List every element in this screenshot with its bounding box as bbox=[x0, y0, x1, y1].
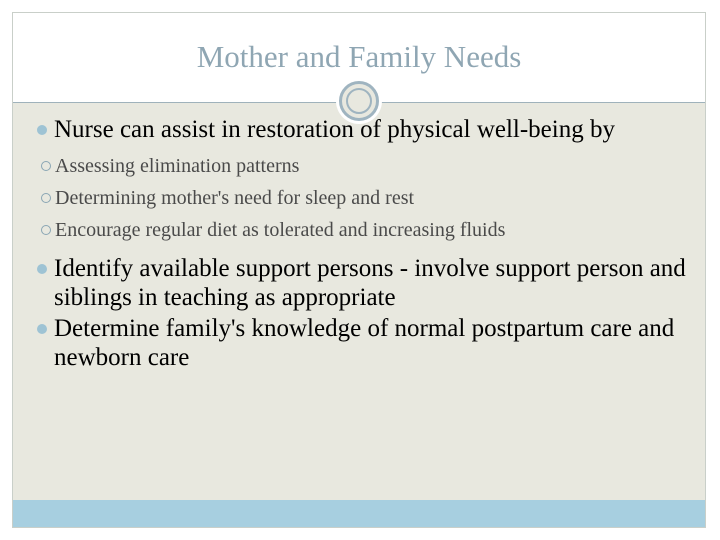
bullet-text: Identify available support persons - involve support person and siblings in teaching as appropriate bbox=[54, 255, 686, 311]
bullet-dot-icon bbox=[37, 264, 47, 274]
list-item bbox=[35, 314, 695, 372]
bullet-dot-icon bbox=[37, 324, 47, 334]
slide-title: Mother and Family Needs bbox=[196, 39, 522, 74]
list-item bbox=[35, 254, 695, 312]
bullet-ring-icon bbox=[41, 225, 51, 235]
bullet-list bbox=[35, 115, 695, 374]
footer-bar bbox=[13, 500, 705, 527]
sub-bullet-text: Encourage regular diet as tolerated and increasing fluids bbox=[55, 219, 506, 241]
bullet-ring-icon bbox=[41, 193, 51, 203]
sub-list-item bbox=[35, 150, 635, 182]
sub-list-item bbox=[35, 214, 635, 246]
bullet-text: Nurse can assist in restoration of physical well-being by bbox=[54, 116, 615, 143]
sub-bullet-text: Assessing elimination patterns bbox=[55, 155, 300, 177]
slide bbox=[12, 12, 706, 528]
bullet-text: Determine family's knowledge of normal postpartum care and newborn care bbox=[54, 315, 675, 371]
sub-list-item bbox=[35, 182, 635, 214]
sub-bullet-text: Determining mother's need for sleep and rest bbox=[55, 187, 415, 209]
bullet-ring-icon bbox=[41, 161, 51, 171]
bullet-dot-icon bbox=[37, 125, 47, 135]
sub-bullet-list bbox=[35, 150, 635, 246]
list-item bbox=[35, 115, 654, 246]
